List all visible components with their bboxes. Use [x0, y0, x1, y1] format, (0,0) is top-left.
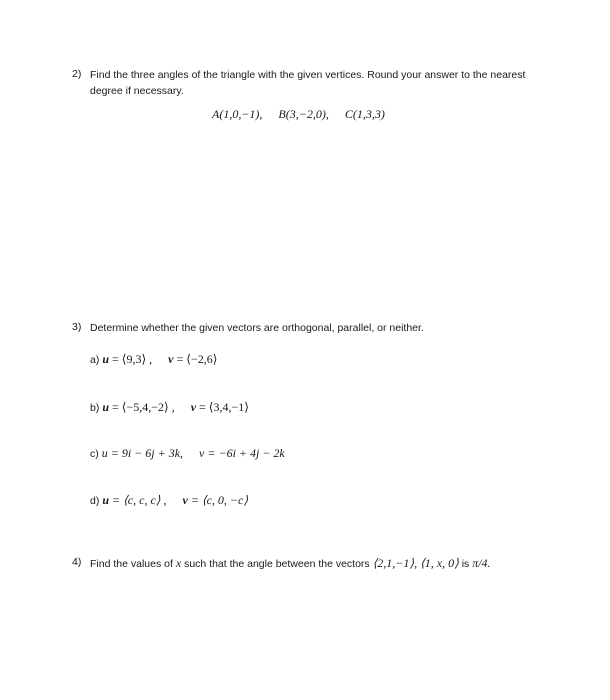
vector-u: u — [102, 352, 110, 366]
vector-u-value: = 9i − 6j + 3k, — [110, 446, 184, 460]
vector-u-value: = ⟨−5,4,−2⟩ , — [112, 400, 175, 414]
vector-v-value: = ⟨c, 0, −c⟩ — [190, 493, 249, 507]
q4-number: 4) — [72, 556, 82, 568]
vector-v: v — [182, 493, 188, 507]
q4-text — [90, 555, 491, 572]
q2-vertices — [212, 107, 385, 122]
vertex-c: C(1,3,3) — [344, 107, 385, 121]
vector-v-value: = ⟨3,4,−1⟩ — [199, 400, 249, 414]
vector-v: v — [168, 352, 174, 366]
q4-vectors: ⟨2,1,−1⟩, ⟨1, x, 0⟩ — [372, 556, 459, 570]
vertex-a: A(1,0,−1), — [212, 107, 263, 121]
q2-number: 2) — [72, 68, 82, 80]
vector-v-value: = −6i + 4j − 2k — [207, 446, 285, 460]
q3-part-c — [90, 446, 285, 461]
vector-u: u — [101, 446, 108, 460]
part-label: a) — [90, 354, 100, 366]
vector-u-value: = ⟨9,3⟩ , — [112, 352, 153, 366]
q3-part-d — [90, 493, 248, 508]
q2-text: Find the three angles of the triangle with the given vertices. Round your answer to the nearest degree if necessary. — [90, 69, 526, 97]
q3-number: 3) — [72, 321, 82, 333]
part-label: c) — [90, 448, 99, 460]
q4-text-before: Find the values of — [90, 558, 173, 570]
part-label: b) — [90, 402, 100, 414]
vector-v: v — [199, 446, 205, 460]
q4-text-is: is — [461, 558, 470, 570]
vector-u-value: = ⟨c, c, c⟩ , — [112, 493, 167, 507]
vector-u: u — [102, 400, 110, 414]
q3-text: Determine whether the given vectors are orthogonal, parallel, or neither. — [90, 322, 424, 334]
q4-text-after: such that the angle between the vectors — [184, 558, 370, 570]
vertex-b: B(3,−2,0), — [278, 107, 329, 121]
q4-angle: π/4. — [472, 556, 491, 570]
vector-v-value: = ⟨−2,6⟩ — [176, 352, 218, 366]
part-label: d) — [90, 495, 100, 507]
vector-v: v — [190, 400, 197, 414]
q3-part-b — [90, 400, 249, 415]
q4-variable: x — [175, 556, 182, 570]
q3-part-a — [90, 352, 217, 367]
vector-u: u — [102, 493, 110, 507]
